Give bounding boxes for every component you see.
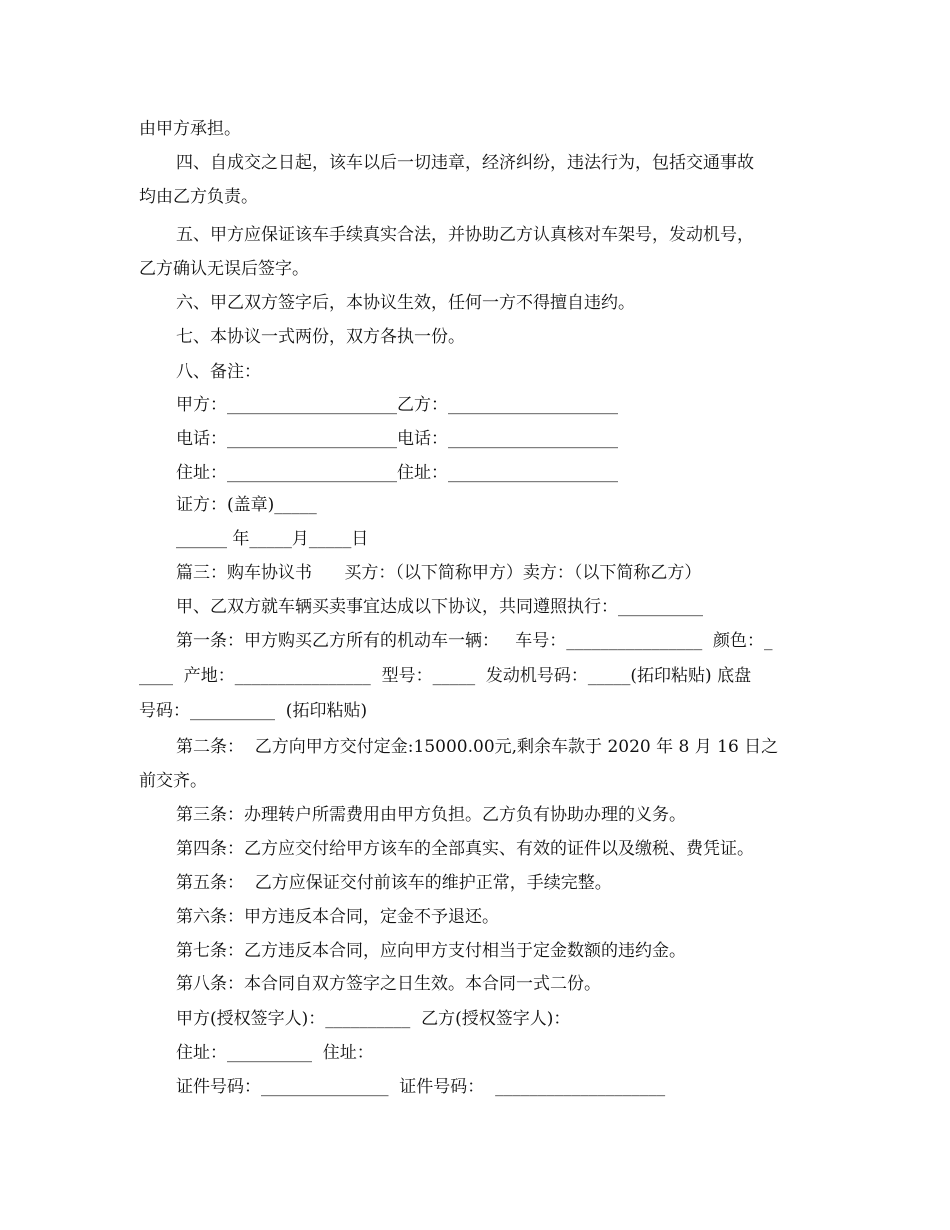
text-line: 乙方确认无误后签字。 — [139, 259, 309, 279]
text-line: 住址：____________________住址：____________________ — [176, 463, 618, 483]
text-line: 住址：__________ 住址： — [176, 1043, 374, 1063]
text-line: 甲、乙双方就车辆买卖事宜达成以下协议，共同遵照执行：__________ — [176, 597, 703, 617]
text-line: 八、备注： — [176, 362, 261, 382]
text-line: 均由乙方负责。 — [139, 187, 258, 207]
text-line: 六、甲乙双方签字后，本协议生效，任何一方不得擅自违约。 — [176, 293, 635, 313]
text-line: ____ 产地：________________ 型号：_____ 发动机号码：_____(拓印粘贴) 底盘 — [139, 666, 752, 686]
text-line: 甲方(授权签字人)：__________ 乙方(授权签字人)： — [176, 1009, 571, 1029]
text-line: 号码：__________ (拓印粘贴) — [139, 701, 368, 721]
text-line: 七、本协议一式两份，双方各执一份。 — [176, 327, 465, 347]
text-line: 四、自成交之日起，该车以后一切违章，经济纠纷，违法行为，包括交通事故 — [176, 153, 754, 173]
text-line: ______ 年_____月_____日 — [176, 529, 369, 549]
text-line: 由甲方承担。 — [139, 119, 241, 139]
text-line: 第五条： 乙方应保证交付前该车的维护正常，手续完整。 — [176, 873, 612, 893]
text-line: 第七条：乙方违反本合同，应向甲方支付相当于定金数额的违约金。 — [176, 941, 686, 961]
text-line: 证件号码：_______________ 证件号码： ____________________ — [176, 1077, 666, 1097]
text-line: 第三条：办理转户所需费用由甲方负担。乙方负有协助办理的义务。 — [176, 805, 686, 825]
text-line: 篇三：购车协议书 买方：（以下简称甲方）卖方：（以下简称乙方） — [176, 563, 702, 583]
text-line: 第二条： 乙方向甲方交付定金:15000.00元,剩余车款于 2020 年 8 月 16 日之 — [176, 737, 779, 757]
text-line: 第八条：本合同自双方签字之日生效。本合同一式二份。 — [176, 974, 601, 994]
text-line: 甲方：____________________乙方：____________________ — [176, 395, 618, 415]
text-line: 电话：____________________电话：____________________ — [176, 429, 618, 449]
text-line: 证方：(盖章)_____ — [176, 495, 317, 515]
text-line: 第六条：甲方违反本合同，定金不予退还。 — [176, 907, 499, 927]
text-line: 第四条：乙方应交付给甲方该车的全部真实、有效的证件以及缴税、费凭证。 — [176, 839, 754, 859]
text-line: 前交齐。 — [139, 771, 207, 791]
text-line: 五、甲方应保证该车手续真实合法，并协助乙方认真核对车架号，发动机号， — [176, 225, 754, 245]
text-line: 第一条：甲方购买乙方所有的机动车一辆： 车号：________________ 颜色：_ — [176, 631, 773, 651]
